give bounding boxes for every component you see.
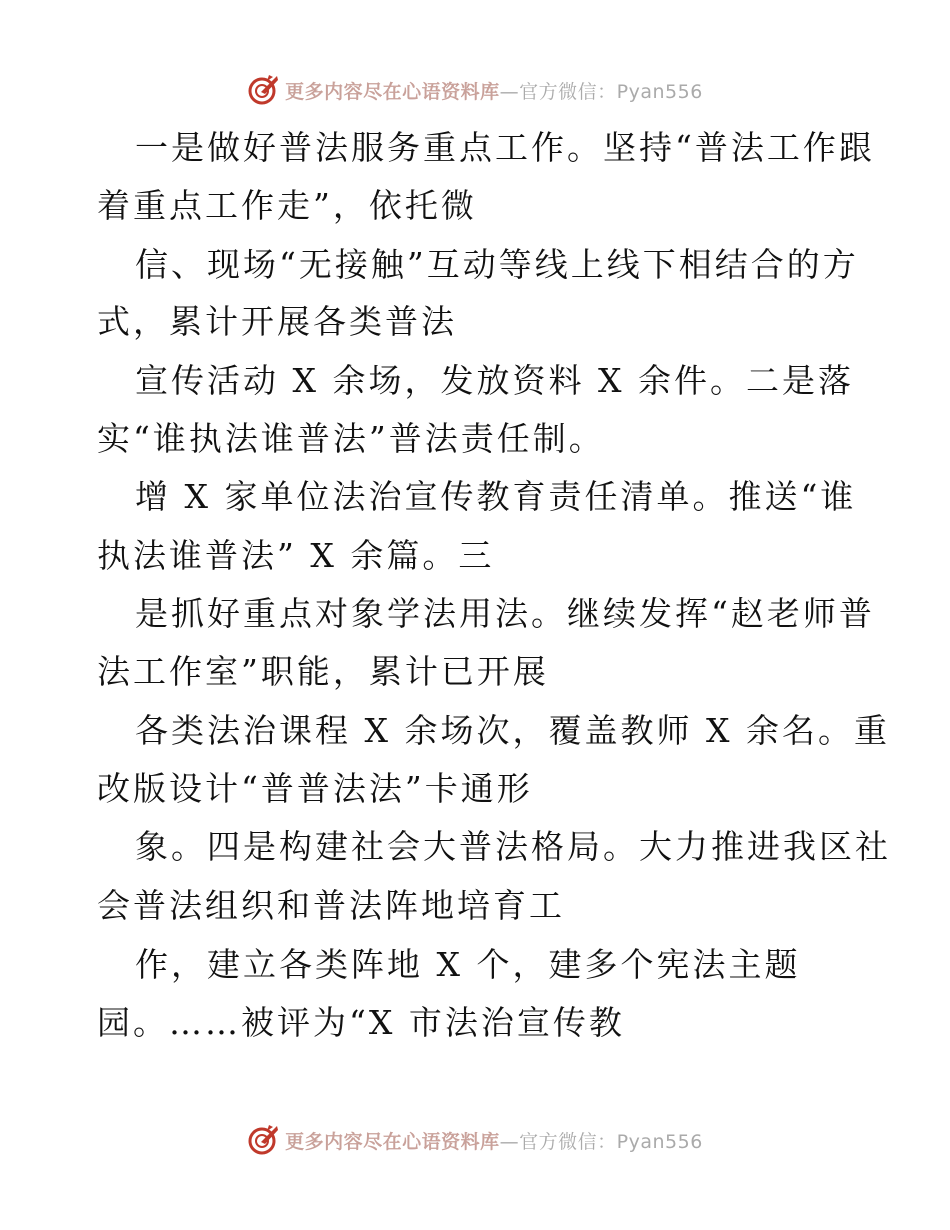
text-line: 改版设计“普普法法”卡通形 [97, 769, 533, 808]
feather-logo-icon [247, 1123, 281, 1157]
text-line: 实“谁执法谁普法”普法责任制。 [97, 419, 605, 458]
text-line: 是抓好重点对象学法用法。继续发挥“赵老师普 [135, 594, 875, 633]
text-line: 各类法治课程 X 余场次，覆盖教师 X 余名。重 [135, 711, 890, 750]
text-line: 会普法组织和普法阵地培育工 [97, 886, 565, 925]
watermark-separator: — [499, 80, 520, 103]
watermark-text [285, 77, 703, 104]
watermark-main-text: 更多内容尽在心语资料库 [285, 80, 500, 103]
feather-logo-icon [247, 73, 281, 107]
text-line: 着重点工作走”，依托微 [97, 186, 477, 225]
text-line: 法工作室”职能，累计已开展 [97, 652, 549, 691]
watermark-main-text: 更多内容尽在心语资料库 [285, 1130, 500, 1153]
text-line: 执法谁普法” X 余篇。三 [97, 536, 495, 575]
text-line: 象。四是构建社会大普法格局。大力推进我区社 [135, 827, 891, 866]
text-line: 宣传活动 X 余场，发放资料 X 余件。二是落 [135, 361, 854, 400]
header-watermark [0, 70, 950, 110]
footer-watermark [0, 1120, 950, 1160]
text-line: 园。……被评为“X 市法治宣传教 [97, 1003, 625, 1042]
watermark-text [285, 1127, 703, 1154]
text-line: 式，累计开展各类普法 [97, 302, 457, 341]
watermark-contact-text: 官方微信：Pyan556 [519, 80, 703, 103]
text-line: 增 X 家单位法治宣传教育责任清单。推送“谁 [135, 477, 857, 516]
text-line: 作，建立各类阵地 X 个，建多个宪法主题 [135, 945, 801, 984]
watermark-separator: — [499, 1130, 520, 1153]
text-line: 一是做好普法服务重点工作。坚持“普法工作跟 [135, 128, 875, 167]
text-line: 信、现场“无接触”互动等线上线下相结合的方 [135, 245, 859, 284]
watermark-contact-text: 官方微信：Pyan556 [519, 1130, 703, 1153]
